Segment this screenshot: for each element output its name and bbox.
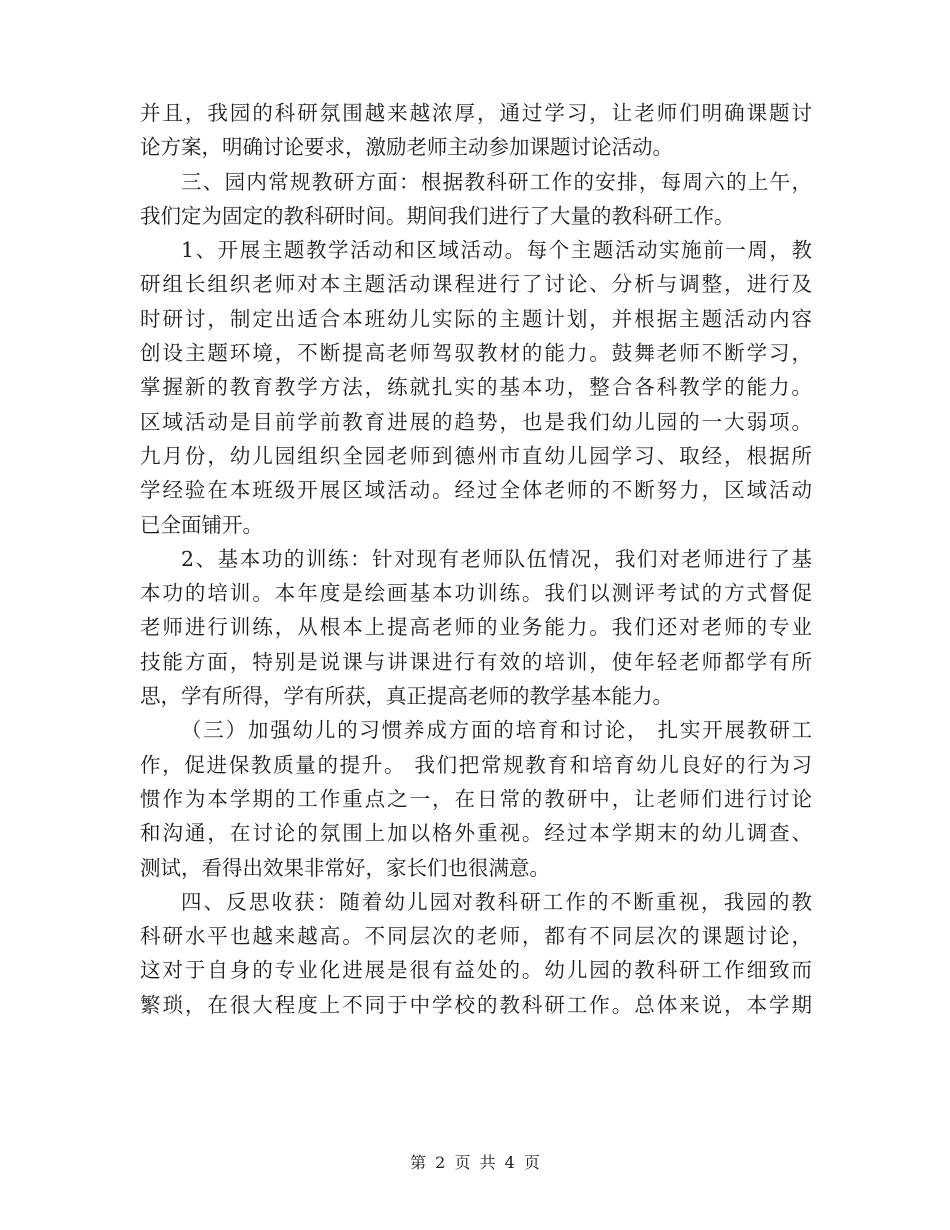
text-line: 测试，看得出效果非常好，家长们也很满意。 <box>140 855 550 880</box>
text-line: 学经验在本班级开展区域活动。经过全体老师的不断努力，区域活动 <box>140 478 812 503</box>
text-line: 四、反思收获：随着幼儿园对教科研工作的不断重视，我园的教 <box>181 889 812 914</box>
text-line: 三、园内常规教研方面：根据教科研工作的安排，每周六的上午， <box>181 169 812 194</box>
text-line: 论方案，明确讨论要求，激励老师主动参加课题讨论活动。 <box>140 135 673 160</box>
text-line: 创设主题环境，不断提高老师驾驭教材的能力。鼓舞老师不断学习， <box>140 341 812 366</box>
text-line: 1、开展主题教学活动和区域活动。每个主题活动实施前一周，教 <box>181 238 812 263</box>
text-line: 2、基本功的训练：针对现有老师队伍情况，我们对老师进行了基 <box>181 546 812 571</box>
text-line: （三）加强幼儿的习惯养成方面的培育和讨论， 扎实开展教研工 <box>181 718 812 743</box>
text-line: 本功的培训。本年度是绘画基本功训练。我们以测评考试的方式督促 <box>140 581 812 606</box>
text-line: 区域活动是目前学前教育进展的趋势，也是我们幼儿园的一大弱项。 <box>140 409 812 434</box>
text-line: 已全面铺开。 <box>140 512 263 537</box>
text-line: 研组长组织老师对本主题活动课程进行了讨论、分析与调整，进行及 <box>140 272 812 297</box>
text-line: 并且，我园的科研氛围越来越浓厚，通过学习，让老师们明确课题讨 <box>140 101 812 125</box>
text-line: 时研讨，制定出适合本班幼儿实际的主题计划，并根据主题活动内容 <box>140 306 812 331</box>
page-footer: 第 2 页 共 4 页 <box>410 1153 540 1172</box>
text-line: 惯作为本学期的工作重点之一，在日常的教研中，让老师们进行讨论 <box>140 786 812 811</box>
text-line: 这对于自身的专业化进展是很有益处的。幼儿园的教科研工作细致而 <box>140 958 812 983</box>
text-line: 科研水平也越来越高。不同层次的老师，都有不同层次的课题讨论， <box>140 924 812 949</box>
document-body <box>140 96 812 1022</box>
text-line: 作，促进保教质量的提升。 我们把常规教育和培育幼儿良好的行为习 <box>140 752 812 777</box>
text-line: 九月份，幼儿园组织全园老师到德州市直幼儿园学习、取经，根据所 <box>140 443 812 468</box>
text-line: 繁琐，在很大程度上不同于中学校的教科研工作。总体来说，本学期 <box>140 992 812 1017</box>
text-line: 思，学有所得，学有所获，真正提高老师的教学基本能力。 <box>140 684 673 709</box>
text-line: 老师进行训练，从根本上提高老师的业务能力。我们还对老师的专业 <box>140 615 812 640</box>
text-line: 技能方面，特别是说课与讲课进行有效的培训，使年轻老师都学有所 <box>140 649 812 674</box>
text-line: 掌握新的教育教学方法，练就扎实的基本功，整合各科教学的能力。 <box>140 375 812 400</box>
text-line: 和沟通，在讨论的氛围上加以格外重视。经过本学期末的幼儿调查、 <box>140 821 812 846</box>
text-line: 我们定为固定的教科研时间。期间我们进行了大量的教科研工作。 <box>140 203 735 228</box>
